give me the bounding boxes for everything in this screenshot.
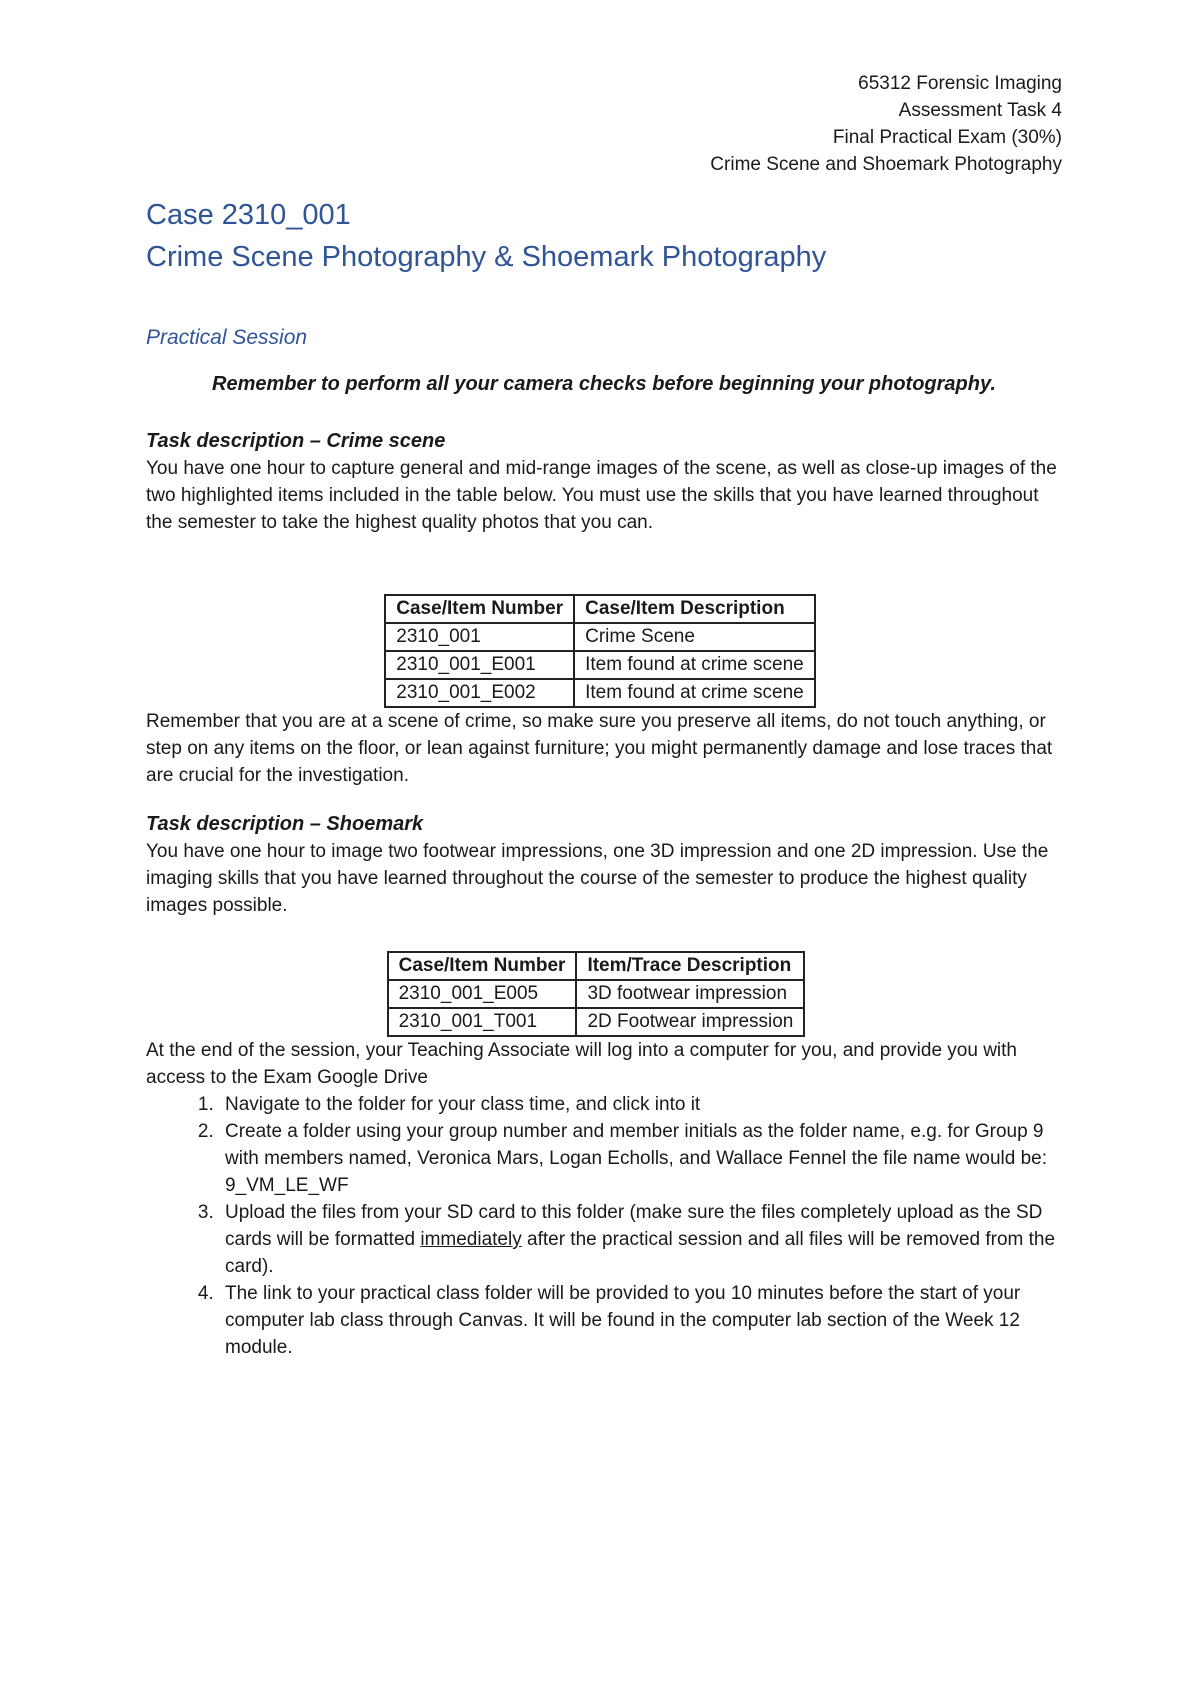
list-item [219,1199,1062,1280]
item-description-cell: 2D Footwear impression [576,1008,804,1036]
title-case-number: Case 2310_001 [146,199,351,231]
crime-scene-warning: Remember that you are at a scene of crime, so make sure you preserve all items, do not touch anything, or step on any items on the floor, or lean against furniture; you might permanently damage and lose traces that are crucial for the investigation. [146,711,1053,786]
crime-scene-table-wrapper [138,594,1062,708]
table-header-row [388,952,805,980]
step-text: Create a folder using your group number and member initials as the folder name, e.g. for Group 9 with members named, Veronica Mars, Logan Echolls, and Wallace Fennel the file name would be: 9_VM_LE_WF [225,1121,1048,1196]
list-item [219,1118,1062,1199]
document-content [146,70,1062,1361]
column-header: Case/Item Number [385,595,574,623]
task-line: Assessment Task 4 [898,100,1062,121]
course-line: 65312 Forensic Imaging [858,73,1062,94]
upload-steps-list [146,1091,1062,1361]
camera-check-reminder: Remember to perform all your camera checks before beginning your photography. [212,373,996,395]
section-heading: Practical Session [146,326,308,349]
document-title [146,194,1062,278]
column-header: Case/Item Description [574,595,815,623]
crime-scene-description: You have one hour to capture general and mid-range images of the scene, as well as close-up images of the two highlighted items included in the table below. You must use the skills that you have learned throughout the semester to take the highest quality photos that you can. [146,458,1057,533]
list-item [219,1280,1062,1361]
item-description-cell: Crime Scene [574,623,815,651]
topic-line: Crime Scene and Shoemark Photography [710,154,1062,175]
shoemark-heading: Task description – Shoemark [146,813,424,835]
column-header: Item/Trace Description [576,952,804,980]
table-row [388,1008,805,1036]
document-header [146,70,1062,178]
item-number-cell: 2310_001_E002 [385,679,574,707]
step-text: The link to your practical class folder will be provided to you 10 minutes before the start of your computer lab class through Canvas. It will be found in the computer lab section of the Week 12 module. [225,1283,1021,1358]
title-subject: Crime Scene Photography & Shoemark Photography [146,241,827,273]
step-text: Navigate to the folder for your class time, and click into it [225,1094,701,1115]
item-description-cell: Item found at crime scene [574,679,815,707]
step-text: after the practical session and all files will be removed from the card). [225,1229,1056,1277]
item-number-cell: 2310_001_E001 [385,651,574,679]
exam-line: Final Practical Exam (30%) [832,127,1062,148]
item-number-cell: 2310_001 [385,623,574,651]
step-text: Upload the files from your SD card to this folder (make sure the files completely upload as the SD cards will be formatted [225,1202,1043,1250]
item-number-cell: 2310_001_T001 [388,1008,577,1036]
list-item [219,1091,1062,1118]
item-number-cell: 2310_001_E005 [388,980,577,1008]
shoemark-table-wrapper [130,951,1062,1037]
column-header: Case/Item Number [388,952,577,980]
shoemark-description: You have one hour to image two footwear impressions, one 3D impression and one 2D impression. Use the imaging skills that you have learned throughout the course of the semester to produce the highest quality images possible. [146,841,1049,916]
table-row [385,623,814,651]
table-row [385,679,814,707]
end-session-intro: At the end of the session, your Teaching Associate will log into a computer for you, and provide you with access to the Exam Google Drive [146,1040,1017,1088]
item-description-cell: 3D footwear impression [576,980,804,1008]
table-header-row [385,595,814,623]
emphasis-underlined: immediately [420,1229,522,1250]
shoemark-table [387,951,806,1037]
table-row [385,651,814,679]
crime-scene-table [384,594,815,708]
item-description-cell: Item found at crime scene [574,651,815,679]
crime-scene-heading: Task description – Crime scene [146,430,446,452]
table-row [388,980,805,1008]
